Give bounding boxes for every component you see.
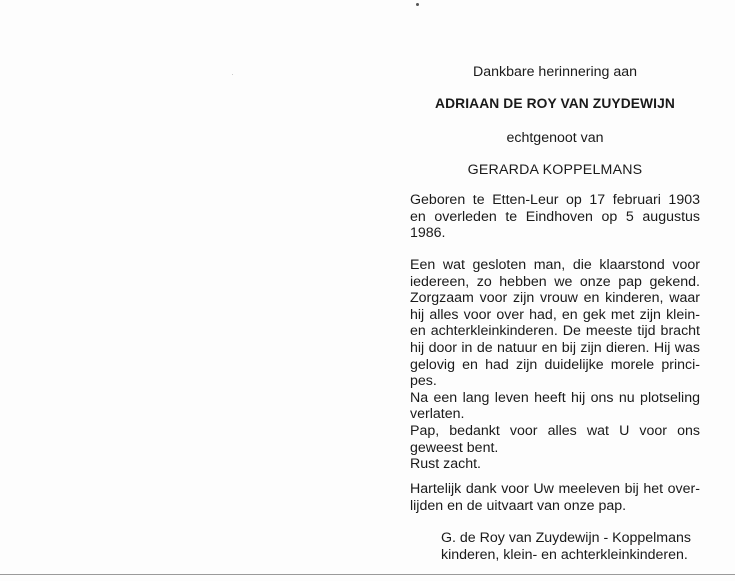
tribute-paragraph [410, 257, 700, 473]
print-speck [232, 74, 233, 75]
intro-line: Dankbare herinnering aan [472, 64, 638, 80]
text-line: Pap, bedankt voor alles wat U voor ons [410, 422, 700, 439]
signature-block [441, 530, 701, 563]
text-line: Na een lang leven heeft hij ons nu plotseling [410, 389, 700, 406]
text-line: Geboren te Etten-Leur op 17 februari 1903 [410, 192, 700, 208]
birth-death-paragraph [410, 192, 700, 242]
text-line: Een wat gesloten man, die klaarstond voor [410, 257, 700, 273]
thanks-paragraph [410, 481, 700, 514]
text-line: gelovig en had zijn duidelijke morele princi- [410, 356, 700, 373]
relation-line: echtgenoot van [506, 130, 604, 146]
text-line: Zorgzaam voor zijn vrouw en kinderen, waar [410, 290, 700, 307]
print-speck [416, 3, 419, 6]
text-line: hij door in de natuur en bij zijn dieren. Hij was [410, 339, 700, 356]
text-line: en achterkleinkinderen. De meeste tijd bracht [410, 323, 700, 340]
text-line: Hartelijk dank voor Uw meeleven bij het over- [410, 481, 700, 497]
signature-line: G. de Roy van Zuydewijn - Koppelmans [441, 530, 691, 546]
text-line: pes. [410, 373, 437, 390]
card-edge-line [0, 574, 735, 575]
text-line: 1986. [410, 225, 446, 242]
text-line: verlaten. [410, 406, 465, 423]
deceased-name: ADRIAAN DE ROY VAN ZUYDEWIJN [435, 96, 675, 111]
text-line: hij alles voor over had, en gek met zijn klein- [410, 306, 700, 323]
signature-line: kinderen, klein- en achterkleinkinderen. [441, 546, 688, 563]
text-line: iedereen, zo hebben we onze pap gekend. [410, 273, 700, 290]
text-line: geweest bent. [410, 439, 499, 456]
text-line: lijden en de uitvaart van onze pap. [410, 497, 627, 514]
text-line: en overleden te Eindhoven op 5 augustus [410, 208, 700, 225]
spouse-name: GERARDA KOPPELMANS [467, 162, 643, 178]
text-line: Rust zacht. [410, 456, 481, 473]
